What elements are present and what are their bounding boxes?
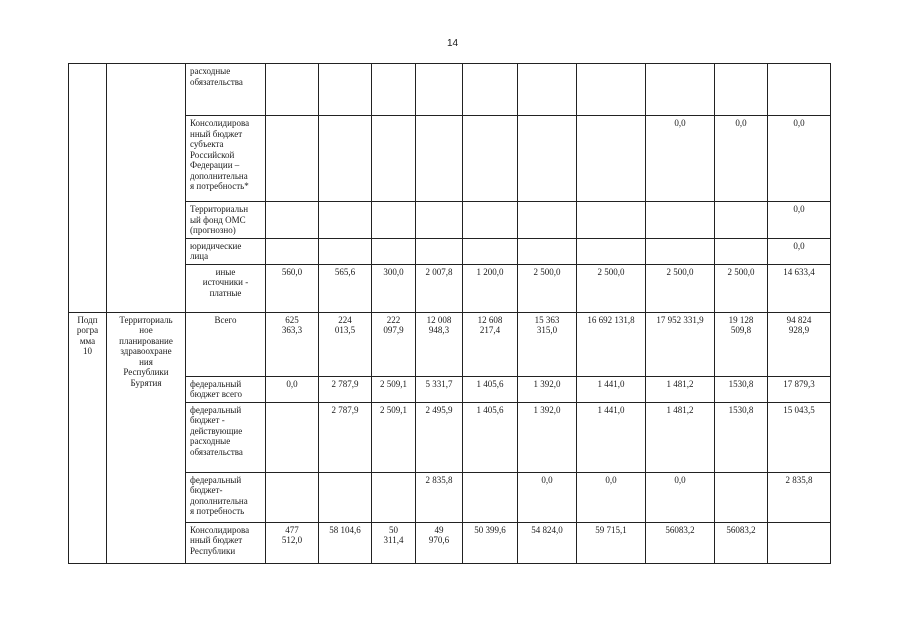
value-cell-text: 50 311,4 bbox=[383, 524, 404, 545]
value-cell-text: 1530,8 bbox=[728, 378, 754, 389]
value-cell-text: 0,0 bbox=[286, 378, 298, 389]
value-cell-text: 0,0 bbox=[735, 118, 747, 128]
value-cell-text: 16 692 131,8 bbox=[587, 314, 635, 325]
value-cell-text: 1530,8 bbox=[728, 404, 754, 415]
funding-source-cell bbox=[186, 202, 266, 239]
value-cell-text: 1 441,0 bbox=[597, 378, 625, 389]
value-cell-text: 0,0 bbox=[605, 474, 617, 485]
value-cell bbox=[577, 116, 646, 202]
value-cell bbox=[646, 312, 715, 376]
value-cell bbox=[416, 238, 463, 264]
value-cell-text: 15 043,5 bbox=[783, 404, 815, 415]
value-cell bbox=[518, 522, 577, 563]
value-cell-text: 50 399,6 bbox=[474, 524, 506, 535]
value-cell bbox=[518, 402, 577, 472]
funding-source-cell bbox=[186, 264, 266, 312]
value-cell bbox=[646, 472, 715, 522]
value-cell bbox=[416, 522, 463, 563]
value-cell-text: 625 363,3 bbox=[281, 314, 303, 335]
value-cell bbox=[416, 402, 463, 472]
subprogram-label-cell bbox=[69, 312, 107, 563]
value-cell-text: 477 512,0 bbox=[281, 524, 303, 545]
value-cell bbox=[646, 376, 715, 402]
value-cell bbox=[416, 202, 463, 239]
value-cell bbox=[319, 116, 372, 202]
value-cell-text: 1 481,2 bbox=[666, 404, 694, 415]
funding-source-cell bbox=[186, 376, 266, 402]
value-cell-text: 94 824 928,9 bbox=[786, 314, 812, 335]
value-cell bbox=[768, 64, 831, 116]
value-cell bbox=[372, 238, 416, 264]
value-cell-text: 2 500,0 bbox=[727, 266, 755, 277]
value-cell-text: 12 608 217,4 bbox=[477, 314, 503, 335]
value-cell bbox=[266, 238, 319, 264]
value-cell-text: 2 835,8 bbox=[785, 474, 813, 485]
value-cell bbox=[372, 472, 416, 522]
value-cell bbox=[646, 264, 715, 312]
value-cell bbox=[463, 522, 518, 563]
value-cell bbox=[768, 402, 831, 472]
value-cell bbox=[319, 522, 372, 563]
funding-source-cell bbox=[186, 522, 266, 563]
value-cell-text: 56083,2 bbox=[665, 524, 695, 535]
value-cell bbox=[266, 202, 319, 239]
value-cell bbox=[768, 116, 831, 202]
funding-source-cell-text: Консолидирова нный бюджет субъекта Российской Федерации – дополнительна я потребность* bbox=[190, 118, 250, 191]
value-cell bbox=[577, 312, 646, 376]
value-cell bbox=[372, 202, 416, 239]
value-cell bbox=[463, 472, 518, 522]
value-cell bbox=[266, 312, 319, 376]
funding-source-cell bbox=[186, 312, 266, 376]
value-cell bbox=[372, 64, 416, 116]
value-cell bbox=[319, 376, 372, 402]
value-cell bbox=[372, 264, 416, 312]
value-cell bbox=[646, 402, 715, 472]
value-cell-text: 0,0 bbox=[674, 474, 686, 485]
value-cell-text: 0,0 bbox=[541, 474, 553, 485]
value-cell bbox=[715, 522, 768, 563]
subprogram-name-cell bbox=[107, 312, 186, 563]
value-cell-text: 1 405,6 bbox=[476, 404, 504, 415]
value-cell-text: 565,6 bbox=[334, 266, 356, 277]
empty-name-cell bbox=[107, 64, 186, 313]
value-cell-text: 224 013,5 bbox=[334, 314, 356, 335]
value-cell bbox=[416, 64, 463, 116]
table-section-continuation bbox=[69, 64, 831, 313]
funding-source-cell-text: федеральный бюджет - действующие расходные обязательства bbox=[190, 404, 243, 457]
value-cell bbox=[518, 264, 577, 312]
table-row bbox=[69, 312, 831, 376]
value-cell-text: 17 879,3 bbox=[783, 378, 815, 389]
value-cell-text: 560,0 bbox=[281, 266, 303, 277]
value-cell bbox=[768, 472, 831, 522]
value-cell bbox=[518, 376, 577, 402]
value-cell bbox=[518, 312, 577, 376]
value-cell bbox=[319, 264, 372, 312]
table-row bbox=[69, 64, 831, 116]
value-cell-text: 5 331,7 bbox=[425, 378, 453, 389]
value-cell bbox=[266, 402, 319, 472]
value-cell-text: 2 500,0 bbox=[666, 266, 694, 277]
value-cell-text: 2 500,0 bbox=[597, 266, 625, 277]
value-cell-text: 54 824,0 bbox=[531, 524, 563, 535]
subprogram-name-cell-text: Территориаль ное планирование здравоохране ния Республики Бурятия bbox=[119, 314, 173, 388]
value-cell bbox=[715, 116, 768, 202]
value-cell bbox=[715, 264, 768, 312]
empty-subprogram-cell bbox=[69, 64, 107, 313]
value-cell bbox=[416, 472, 463, 522]
value-cell-text: 300,0 bbox=[383, 266, 404, 277]
value-cell-text: 0,0 bbox=[793, 240, 805, 251]
funding-source-cell bbox=[186, 238, 266, 264]
value-cell-text: 2 787,9 bbox=[331, 378, 359, 389]
funding-source-cell-text: федеральный бюджет всего bbox=[190, 378, 242, 399]
value-cell bbox=[319, 202, 372, 239]
value-cell bbox=[715, 376, 768, 402]
value-cell bbox=[518, 202, 577, 239]
value-cell bbox=[319, 64, 372, 116]
value-cell bbox=[416, 116, 463, 202]
value-cell bbox=[372, 116, 416, 202]
value-cell-text: 1 441,0 bbox=[597, 404, 625, 415]
value-cell-text: 2 007,8 bbox=[425, 266, 453, 277]
value-cell-text: 0,0 bbox=[793, 204, 805, 214]
value-cell bbox=[416, 312, 463, 376]
value-cell-text: 58 104,6 bbox=[329, 524, 361, 535]
value-cell bbox=[577, 264, 646, 312]
value-cell bbox=[372, 402, 416, 472]
value-cell-text: 1 405,6 bbox=[476, 378, 504, 389]
value-cell bbox=[768, 376, 831, 402]
value-cell bbox=[768, 238, 831, 264]
value-cell bbox=[518, 238, 577, 264]
value-cell bbox=[463, 64, 518, 116]
value-cell bbox=[646, 522, 715, 563]
value-cell bbox=[319, 472, 372, 522]
funding-source-cell-text: расходные обязательства bbox=[190, 66, 243, 87]
value-cell bbox=[463, 202, 518, 239]
value-cell-text: 1 392,0 bbox=[533, 378, 561, 389]
value-cell-text: 0,0 bbox=[674, 118, 686, 128]
value-cell bbox=[463, 116, 518, 202]
value-cell-text: 2 495,9 bbox=[425, 404, 453, 415]
value-cell-text: 49 970,6 bbox=[428, 524, 450, 545]
value-cell bbox=[577, 202, 646, 239]
funding-source-cell-text: Всего bbox=[214, 314, 237, 325]
value-cell bbox=[266, 264, 319, 312]
funding-source-cell-text: юридические лица bbox=[190, 240, 242, 261]
funding-source-cell-text: иные источники - платные bbox=[202, 266, 249, 298]
value-cell-text: 0,0 bbox=[793, 118, 805, 128]
value-cell bbox=[463, 264, 518, 312]
value-cell-text: 222 097,9 bbox=[383, 314, 404, 335]
value-cell bbox=[266, 376, 319, 402]
value-cell bbox=[715, 312, 768, 376]
value-cell bbox=[518, 116, 577, 202]
subprogram-label-cell-text: Подп рогра мма 10 bbox=[76, 314, 99, 356]
value-cell bbox=[768, 264, 831, 312]
value-cell-text: 17 952 331,9 bbox=[656, 314, 704, 325]
value-cell bbox=[715, 64, 768, 116]
value-cell-text: 1 392,0 bbox=[533, 404, 561, 415]
value-cell-text: 1 200,0 bbox=[476, 266, 504, 277]
value-cell bbox=[372, 312, 416, 376]
funding-source-cell bbox=[186, 116, 266, 202]
value-cell bbox=[372, 522, 416, 563]
value-cell bbox=[463, 402, 518, 472]
value-cell bbox=[768, 202, 831, 239]
value-cell-text: 1 481,2 bbox=[666, 378, 694, 389]
value-cell bbox=[577, 376, 646, 402]
value-cell bbox=[577, 238, 646, 264]
value-cell bbox=[266, 64, 319, 116]
value-cell bbox=[266, 522, 319, 563]
value-cell-text: 59 715,1 bbox=[595, 524, 627, 535]
value-cell bbox=[319, 312, 372, 376]
value-cell bbox=[463, 312, 518, 376]
value-cell bbox=[715, 238, 768, 264]
value-cell-text: 56083,2 bbox=[726, 524, 756, 535]
funding-source-cell bbox=[186, 64, 266, 116]
value-cell-text: 2 500,0 bbox=[533, 266, 561, 277]
value-cell bbox=[266, 116, 319, 202]
table-section-subprogram-10 bbox=[69, 312, 831, 563]
funding-source-cell-text: Консолидирова нный бюджет Республики bbox=[190, 524, 250, 556]
value-cell bbox=[416, 264, 463, 312]
value-cell bbox=[463, 238, 518, 264]
value-cell bbox=[518, 472, 577, 522]
value-cell bbox=[715, 202, 768, 239]
budget-table bbox=[68, 63, 831, 564]
value-cell bbox=[715, 472, 768, 522]
value-cell bbox=[577, 64, 646, 116]
value-cell-text: 2 509,1 bbox=[380, 378, 407, 389]
value-cell bbox=[646, 238, 715, 264]
value-cell-text: 2 835,8 bbox=[425, 474, 453, 485]
funding-source-cell bbox=[186, 472, 266, 522]
value-cell-text: 2 509,1 bbox=[380, 404, 407, 415]
value-cell bbox=[646, 116, 715, 202]
value-cell bbox=[266, 472, 319, 522]
value-cell bbox=[768, 312, 831, 376]
value-cell bbox=[577, 472, 646, 522]
value-cell bbox=[463, 376, 518, 402]
value-cell bbox=[768, 522, 831, 563]
value-cell bbox=[372, 376, 416, 402]
page-number: 14 bbox=[446, 38, 459, 49]
value-cell bbox=[715, 402, 768, 472]
value-cell bbox=[646, 202, 715, 239]
funding-source-cell bbox=[186, 402, 266, 472]
value-cell bbox=[577, 402, 646, 472]
funding-source-cell-text: федеральный бюджет- дополнительна я потребность bbox=[190, 474, 248, 516]
value-cell-text: 19 128 509,8 bbox=[728, 314, 754, 335]
value-cell bbox=[646, 64, 715, 116]
value-cell bbox=[319, 402, 372, 472]
value-cell bbox=[518, 64, 577, 116]
value-cell bbox=[416, 376, 463, 402]
funding-source-cell-text: Территориальн ый фонд ОМС (прогнозно) bbox=[190, 204, 249, 235]
value-cell-text: 2 787,9 bbox=[331, 404, 359, 415]
value-cell-text: 15 363 315,0 bbox=[534, 314, 560, 335]
value-cell-text: 14 633,4 bbox=[783, 266, 815, 277]
value-cell bbox=[319, 238, 372, 264]
value-cell-text: 12 008 948,3 bbox=[426, 314, 452, 335]
value-cell bbox=[577, 522, 646, 563]
